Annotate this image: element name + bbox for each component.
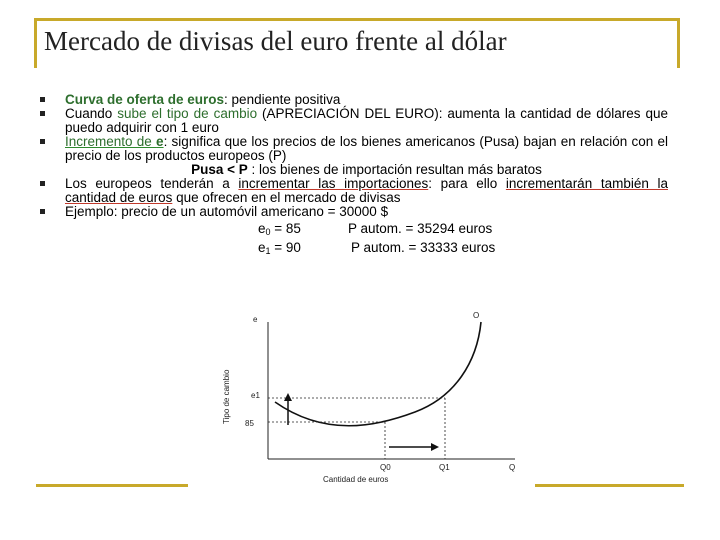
example-row-0: [36, 222, 668, 241]
footer-bar-right: [535, 484, 684, 487]
title-frame-left: [34, 18, 37, 68]
euros-underlined: incrementarán también la cantidad de euros: [65, 176, 668, 205]
bullet-marker: [40, 181, 45, 186]
pusa-inequality: Pusa < P: [191, 162, 248, 177]
p1-value: P autom. = 33333 euros: [351, 240, 496, 255]
x-tick-q1: Q1: [439, 463, 450, 472]
bullet-marker: [40, 97, 45, 102]
y-tick-e1: e1: [251, 391, 260, 400]
bullet-europeans: [36, 177, 668, 205]
supply-curve-diagram: [215, 302, 535, 487]
x-axis-title: Cantidad de euros: [323, 475, 389, 484]
slide-title: Mercado de divisas del euro frente al dólar: [44, 26, 507, 56]
bullet-supply-curve: [36, 93, 668, 107]
bullet-marker: [40, 139, 45, 144]
appreciation-text: (APRECIACIÓN DEL EURO): aumenta la cantidad de dólares que puedo adquirir con 1 euro: [65, 106, 668, 135]
increment-link-e[interactable]: e: [156, 134, 164, 149]
p0-value: P autom. = 35294 euros: [348, 221, 493, 236]
title-frame-right: [677, 18, 680, 68]
supply-curve-text: : pendiente positiva: [224, 92, 341, 107]
appreciation-term: sube el tipo de cambio: [117, 106, 258, 121]
y-tick-85: 85: [245, 419, 254, 428]
bullet-appreciation: [36, 107, 668, 135]
pusa-text: : los bienes de importación resultan más baratos: [247, 162, 542, 177]
footer-bar-left: [36, 484, 188, 487]
europeans-rest: que ofrecen en el mercado de divisas: [172, 190, 401, 205]
example-text: Ejemplo: precio de un automóvil americano = 30000 $: [65, 204, 389, 219]
e1-value: $e_1 = 90$: [258, 240, 301, 256]
example-row-1: [36, 241, 668, 260]
y-axis-title: Tipo de cambio: [222, 369, 231, 424]
e0-value: $e_0 = 85$: [258, 221, 301, 237]
bullet-list: [36, 93, 668, 260]
curve-label: O: [473, 311, 480, 320]
pusa-line: [36, 163, 668, 177]
increment-text: : significa que los precios de los bienes americanos (Pusa) bajan en relación con el precio de los productos europeos (P): [65, 134, 668, 163]
europeans-pre: Los europeos tenderán a: [65, 176, 239, 191]
right-arrow-head: [431, 443, 439, 451]
y-axis-end-label: e: [253, 315, 258, 324]
supply-curve-term: Curva de oferta de euros: [65, 92, 225, 107]
bullet-marker: [40, 209, 45, 214]
x-axis-end-label: Q: [509, 463, 516, 472]
bullet-marker: [40, 111, 45, 116]
imports-underlined: incrementar las importaciones: [238, 176, 429, 191]
supply-curve: [275, 322, 481, 426]
appreciation-pre: Cuando: [65, 106, 118, 121]
title-frame-top: [34, 18, 679, 21]
up-arrow-head: [284, 393, 292, 401]
bullet-example: [36, 205, 668, 219]
europeans-mid: : para ello: [428, 176, 506, 191]
bullet-increment: [36, 135, 668, 163]
increment-link[interactable]: Incremento de: [65, 134, 157, 149]
x-tick-q0: Q0: [380, 463, 391, 472]
